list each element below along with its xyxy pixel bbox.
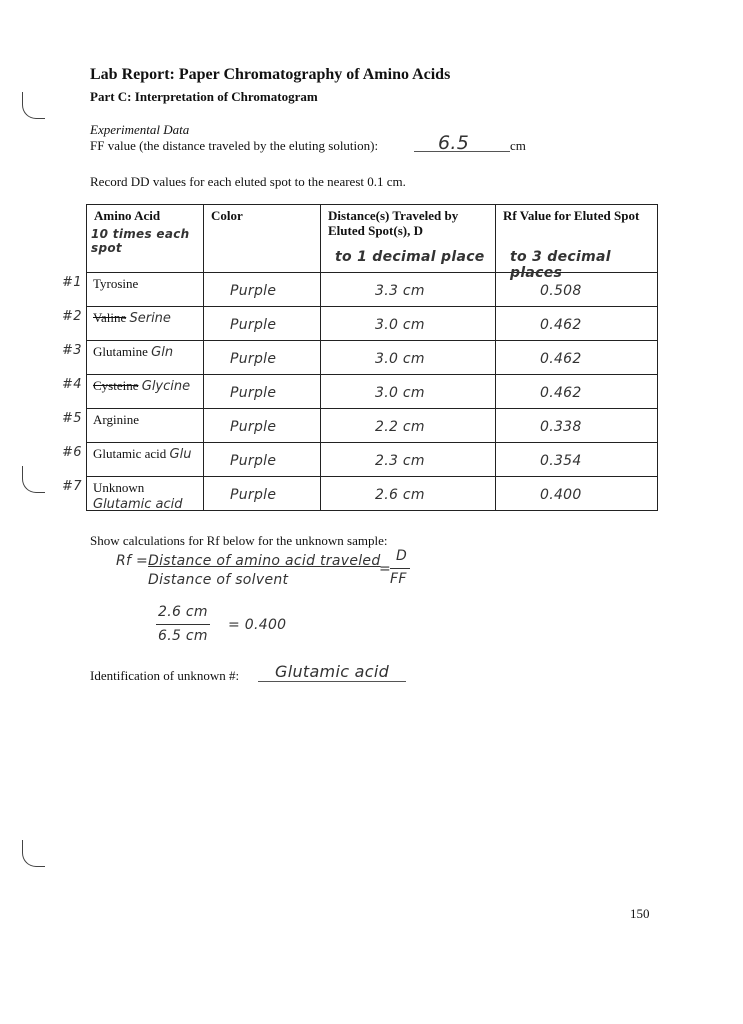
cell-amino-acid	[87, 409, 204, 443]
amino-acid-name: Glutamic acid	[93, 446, 167, 461]
table-row	[87, 443, 658, 477]
row-number: #6	[62, 445, 82, 460]
rf-value: 0.462	[540, 351, 582, 367]
color-value: Purple	[230, 317, 277, 333]
cell-color	[204, 375, 321, 409]
margin-mark	[22, 92, 45, 119]
rf-formula-ff: FF	[390, 571, 407, 587]
rf-value: 0.508	[540, 283, 582, 299]
rf-formula-label: Rf =	[116, 553, 149, 569]
distance-value: 3.0 cm	[375, 351, 425, 367]
cell-color	[204, 273, 321, 307]
amino-acid-handwritten: Glutamic acid	[93, 497, 183, 512]
header-rf-label: Rf Value for Eluted Spot	[503, 208, 640, 223]
ff-label: FF value (the distance traveled by the eluting solution):	[90, 138, 379, 153]
table-row	[87, 477, 658, 511]
cell-amino-acid	[87, 273, 204, 307]
identification-label: Identification of unknown #:	[90, 668, 240, 683]
report-title: Lab Report: Paper Chromatography of Amino Acids	[90, 66, 451, 83]
cell-rf	[496, 307, 658, 341]
distance-value: 2.6 cm	[375, 487, 425, 503]
page-number: 150	[630, 906, 650, 921]
amino-acid-handwritten: Glu	[169, 447, 192, 462]
rf-value: 0.462	[540, 385, 582, 401]
amino-acid-name: Tyrosine	[93, 276, 139, 291]
header-rf-note: to 3 decimal places	[510, 249, 611, 281]
cell-amino-acid	[87, 477, 204, 511]
identification-blank	[258, 681, 406, 682]
row-number: #1	[62, 275, 82, 290]
rf-value: 0.354	[540, 453, 582, 469]
color-value: Purple	[230, 453, 277, 469]
rf-value: 0.462	[540, 317, 582, 333]
cell-amino-acid	[87, 307, 204, 341]
cell-color	[204, 477, 321, 511]
table-row	[87, 273, 658, 307]
header-distance-note: to 1 decimal place	[335, 249, 485, 265]
rf-formula-equals: =	[379, 561, 392, 577]
cell-rf	[496, 341, 658, 375]
cell-distance	[321, 409, 496, 443]
table-row	[87, 307, 658, 341]
row-number: #2	[62, 309, 82, 324]
header-rf	[496, 205, 658, 281]
color-value: Purple	[230, 385, 277, 401]
cell-rf	[496, 443, 658, 477]
rf-work-denominator: 6.5 cm	[158, 628, 208, 644]
cell-distance	[321, 375, 496, 409]
rf-formula-denominator: Distance of solvent	[148, 572, 289, 588]
cell-amino-acid	[87, 341, 204, 375]
rf-formula-numerator: Distance of amino acid traveled	[148, 553, 381, 569]
rf-work-result: = 0.400	[228, 617, 287, 633]
header-distance-label: Distance(s) Traveled by Eluted Spot(s), D	[328, 208, 459, 238]
amino-acid-struck: Cysteine	[93, 378, 139, 393]
fraction-line	[390, 568, 410, 569]
identification-line	[90, 662, 420, 690]
amino-acid-struck: Valine	[93, 310, 127, 325]
cell-color	[204, 409, 321, 443]
distance-value: 2.2 cm	[375, 419, 425, 435]
distance-value: 3.3 cm	[375, 283, 425, 299]
rf-value: 0.400	[540, 487, 582, 503]
cell-distance	[321, 273, 496, 307]
fraction-line	[156, 624, 210, 625]
table-header-row	[87, 205, 658, 273]
cell-rf	[496, 477, 658, 511]
cell-rf	[496, 273, 658, 307]
cell-color	[204, 443, 321, 477]
amino-acid-handwritten: Gln	[151, 345, 174, 360]
row-number: #5	[62, 411, 82, 426]
ff-value: 6.5	[438, 132, 470, 154]
cell-distance	[321, 443, 496, 477]
header-amino-acid-note: 10 times each spot	[91, 227, 190, 255]
results-table	[86, 204, 658, 511]
cell-rf	[496, 375, 658, 409]
cell-rf	[496, 409, 658, 443]
cell-color	[204, 307, 321, 341]
rf-formula-d: D	[396, 548, 408, 564]
amino-acid-handwritten: Glycine	[141, 379, 191, 394]
table-row	[87, 375, 658, 409]
record-instruction: Record DD values for each eluted spot to the nearest 0.1 cm.	[90, 174, 406, 189]
table-row	[87, 341, 658, 375]
amino-acid-name: Glutamine	[93, 344, 148, 359]
experimental-heading: Experimental Data	[90, 122, 190, 137]
distance-value: 2.3 cm	[375, 453, 425, 469]
header-amino-acid	[87, 205, 204, 273]
cell-distance	[321, 307, 496, 341]
calc-instruction: Show calculations for Rf below for the unknown sample:	[90, 533, 388, 548]
header-color	[204, 205, 321, 273]
row-number: #4	[62, 377, 82, 392]
ff-line	[90, 132, 550, 158]
color-value: Purple	[230, 419, 277, 435]
rf-work	[156, 604, 316, 654]
table-row	[87, 409, 658, 443]
distance-value: 3.0 cm	[375, 385, 425, 401]
report-subtitle: Part C: Interpretation of Chromatogram	[90, 89, 318, 104]
amino-acid-handwritten: Serine	[129, 311, 171, 326]
header-color-label: Color	[211, 208, 243, 223]
row-number: #3	[62, 343, 82, 358]
margin-mark	[22, 466, 45, 493]
margin-mark	[22, 840, 45, 867]
distance-value: 3.0 cm	[375, 317, 425, 333]
cell-color	[204, 341, 321, 375]
amino-acid-name: Arginine	[93, 412, 139, 427]
rf-value: 0.338	[540, 419, 582, 435]
header-distance	[321, 205, 496, 273]
rf-work-numerator: 2.6 cm	[158, 604, 208, 620]
color-value: Purple	[230, 283, 277, 299]
cell-distance	[321, 341, 496, 375]
color-value: Purple	[230, 487, 277, 503]
cell-amino-acid	[87, 375, 204, 409]
identification-value: Glutamic acid	[275, 662, 390, 681]
ff-unit: cm	[510, 138, 526, 153]
row-number: #7	[62, 479, 82, 494]
rf-formula	[116, 548, 416, 593]
cell-amino-acid	[87, 443, 204, 477]
amino-acid-name: Unknown	[93, 480, 145, 495]
cell-distance	[321, 477, 496, 511]
header-amino-acid-label: Amino Acid	[94, 208, 161, 223]
color-value: Purple	[230, 351, 277, 367]
